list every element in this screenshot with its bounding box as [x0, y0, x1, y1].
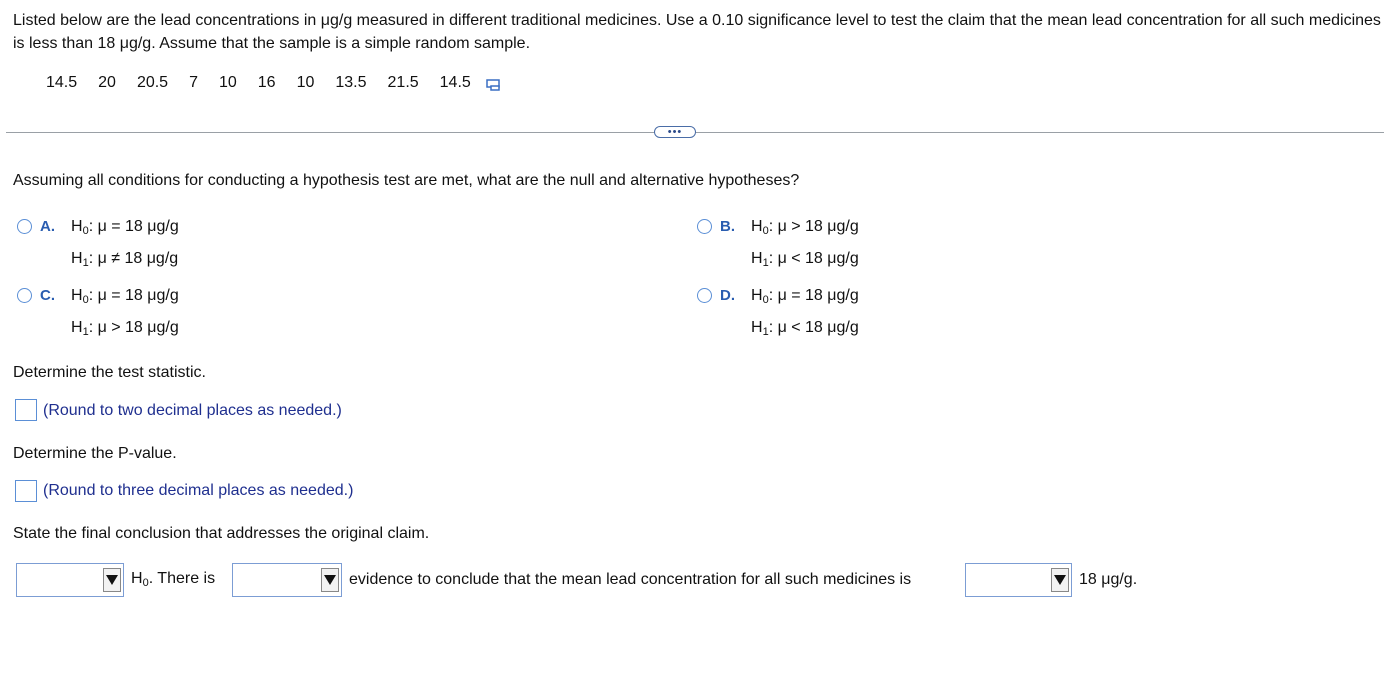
radio-option-a[interactable]: [17, 219, 32, 234]
sample-value: 20: [98, 74, 116, 91]
conclusion-label: State the final conclusion that addresses the original claim.: [13, 525, 430, 542]
sample-value: 10: [296, 74, 315, 91]
copy-data-icon[interactable]: [486, 79, 502, 91]
sample-value: 20.5: [136, 74, 169, 91]
option-letter: B.: [720, 218, 735, 235]
evidence-strength-dropdown[interactable]: [232, 563, 342, 597]
option-d[interactable]: [697, 285, 859, 346]
p-value-input[interactable]: [15, 480, 37, 502]
test-statistic-hint: (Round to two decimal places as needed.): [43, 402, 342, 419]
p-value-hint: (Round to three decimal places as needed.): [43, 482, 354, 499]
comparison-dropdown[interactable]: [965, 563, 1072, 597]
sample-value: 16: [257, 74, 276, 91]
dropdown-arrow-icon[interactable]: [321, 568, 339, 592]
sample-value: 7: [189, 74, 198, 91]
option-letter: C.: [40, 287, 55, 304]
radio-option-c[interactable]: [17, 288, 32, 303]
option-c-hypotheses: $H_0$: μ = 18 μg/g $H_1$: μ > 18 μg/g: [71, 287, 179, 338]
hypotheses-question: Assuming all conditions for conducting a hypothesis test are met, what are the null and alternative hypotheses?: [13, 172, 800, 189]
sample-data-row: [46, 74, 502, 92]
option-d-hypotheses: $H_0$: μ = 18 μg/g $H_1$: μ < 18 μg/g: [751, 287, 859, 338]
sample-value: 10: [218, 74, 237, 91]
dropdown-arrow-icon[interactable]: [1051, 568, 1069, 592]
test-statistic-input[interactable]: [15, 399, 37, 421]
conclusion-end-text: 18 μg/g.: [1079, 571, 1138, 588]
sample-value: 21.5: [387, 74, 419, 91]
option-b-hypotheses: $H_0$: μ > 18 μg/g $H_1$: μ < 18 μg/g: [751, 218, 859, 269]
problem-statement: Listed below are the lead concentrations in μg/g measured in different traditional medicines. Use a 0.10 significance level to test the claim that the mean lead concentration for all such medicines is less than 18 μg/g. Assume that the sample is a simple random sample.: [13, 12, 1381, 52]
option-b[interactable]: [697, 216, 859, 277]
show-more-button[interactable]: •••: [654, 126, 696, 138]
option-letter: A.: [40, 218, 55, 235]
sample-value: 14.5: [439, 74, 471, 91]
conclusion-middle-text: evidence to conclude that the mean lead concentration for all such medicines is: [349, 571, 912, 588]
option-a[interactable]: [17, 216, 179, 277]
option-c[interactable]: [17, 285, 179, 346]
dropdown-arrow-icon[interactable]: [103, 568, 121, 592]
radio-option-b[interactable]: [697, 219, 712, 234]
option-letter: D.: [720, 287, 735, 304]
p-value-label: Determine the P-value.: [13, 445, 177, 462]
test-statistic-label: Determine the test statistic.: [13, 364, 206, 381]
sample-value: 14.5: [46, 74, 78, 91]
radio-option-d[interactable]: [697, 288, 712, 303]
reject-decision-dropdown[interactable]: [16, 563, 124, 597]
sample-value: 13.5: [335, 74, 367, 91]
option-a-hypotheses: $H_0$: μ = 18 μg/g $H_1$: μ ≠ 18 μg/g: [71, 218, 179, 269]
conclusion-h0-text: $H_0$. There is: [131, 570, 216, 589]
